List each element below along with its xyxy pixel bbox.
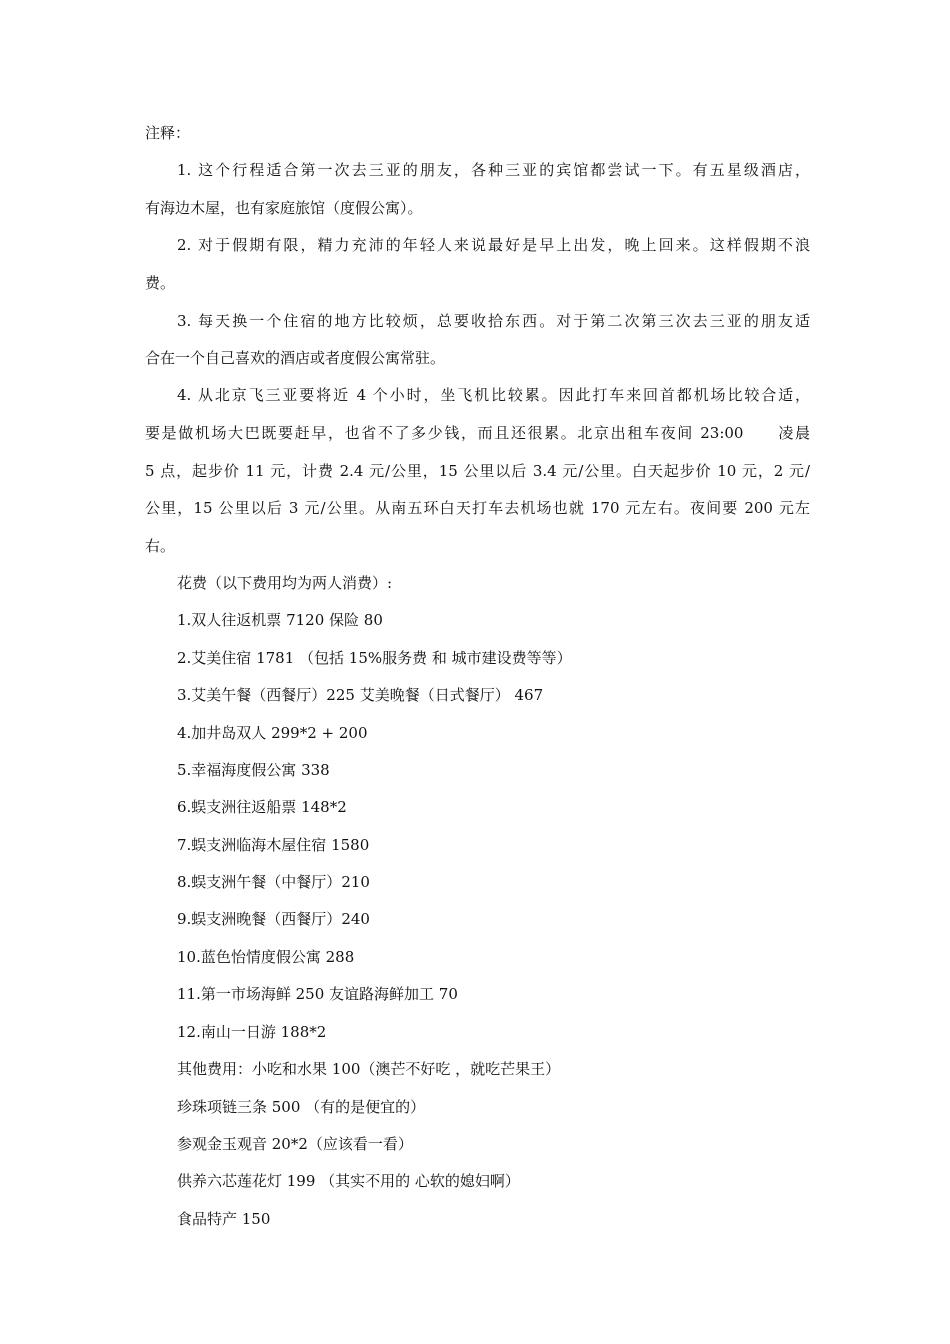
note-3-line-2: 合在一个自己喜欢的酒店或者度假公寓常驻。: [145, 349, 446, 367]
note-4-line-3: 5 点，起步价 11 元，计费 2.4 元/公里，15 公里以后 3.4 元/公里。白天起步价 10 元，2 元/: [145, 462, 810, 480]
costs-heading: 花费（以下费用均为两人消费）:: [177, 574, 393, 592]
other-cost-2: 珍珠项链三条 500 （有的是便宜的）: [177, 1098, 426, 1116]
other-cost-5: 食品特产 150: [177, 1210, 271, 1228]
other-cost-3: 参观金玉观音 20*2（应该看一看）: [177, 1135, 413, 1153]
note-4-line-4: 公里，15 公里以后 3 元/公里。从南五环白天打车去机场也就 170 元左右。夜间要 200 元左: [145, 499, 810, 517]
cost-item-6: 6.蜈支洲往返船票 148*2: [177, 798, 347, 816]
cost-item-10: 10.蓝色怡情度假公寓 288: [177, 948, 355, 966]
cost-item-11: 11.第一市场海鲜 250 友谊路海鲜加工 70: [177, 985, 458, 1003]
cost-item-12: 12.南山一日游 188*2: [177, 1023, 327, 1041]
cost-item-8: 8.蜈支洲午餐（中餐厅）210: [177, 873, 370, 891]
note-1-line-1: 1. 这个行程适合第一次去三亚的朋友，各种三亚的宾馆都尝试一下。有五星级酒店，: [177, 161, 810, 179]
note-2-line-1: 2. 对于假期有限，精力充沛的年轻人来说最好是早上出发，晚上回来。这样假期不浪: [177, 236, 810, 254]
cost-item-9: 9.蜈支洲晚餐（西餐厅）240: [177, 910, 370, 928]
note-4-line-1: 4. 从北京飞三亚要将近 4 个小时，坐飞机比较累。因此打车来回首都机场比较合适，: [177, 386, 810, 404]
other-cost-1: 其他费用：小吃和水果 100（澳芒不好吃 ，就吃芒果王）: [177, 1060, 561, 1078]
cost-item-5: 5.幸福海度假公寓 338: [177, 761, 330, 779]
other-cost-4: 供养六芯莲花灯 199 （其实不用的 心软的媳妇啊）: [177, 1172, 520, 1190]
note-2-line-2: 费。: [145, 274, 176, 292]
cost-item-4: 4.加井岛双人 299*2 + 200: [177, 724, 368, 742]
cost-item-1: 1.双人往返机票 7120 保险 80: [177, 611, 383, 629]
cost-item-3: 3.艾美午餐（西餐厅）225 艾美晚餐（日式餐厅） 467: [177, 686, 544, 704]
note-1-line-2: 有海边木屋，也有家庭旅馆（度假公寓）。: [145, 199, 423, 217]
note-4-line-2: 要是做机场大巴既要赶早，也省不了多少钱，而且还很累。北京出租车夜间 23:00 凌晨: [145, 424, 810, 442]
cost-item-2: 2.艾美住宿 1781 （包括 15%服务费 和 城市建设费等等）: [177, 649, 572, 667]
note-3-line-1: 3. 每天换一个住宿的地方比较烦，总要收拾东西。对于第二次第三次去三亚的朋友适: [177, 312, 810, 330]
note-4-line-5: 右。: [145, 537, 176, 555]
notes-heading: 注释：: [145, 124, 191, 142]
cost-item-7: 7.蜈支洲临海木屋住宿 1580: [177, 836, 370, 854]
